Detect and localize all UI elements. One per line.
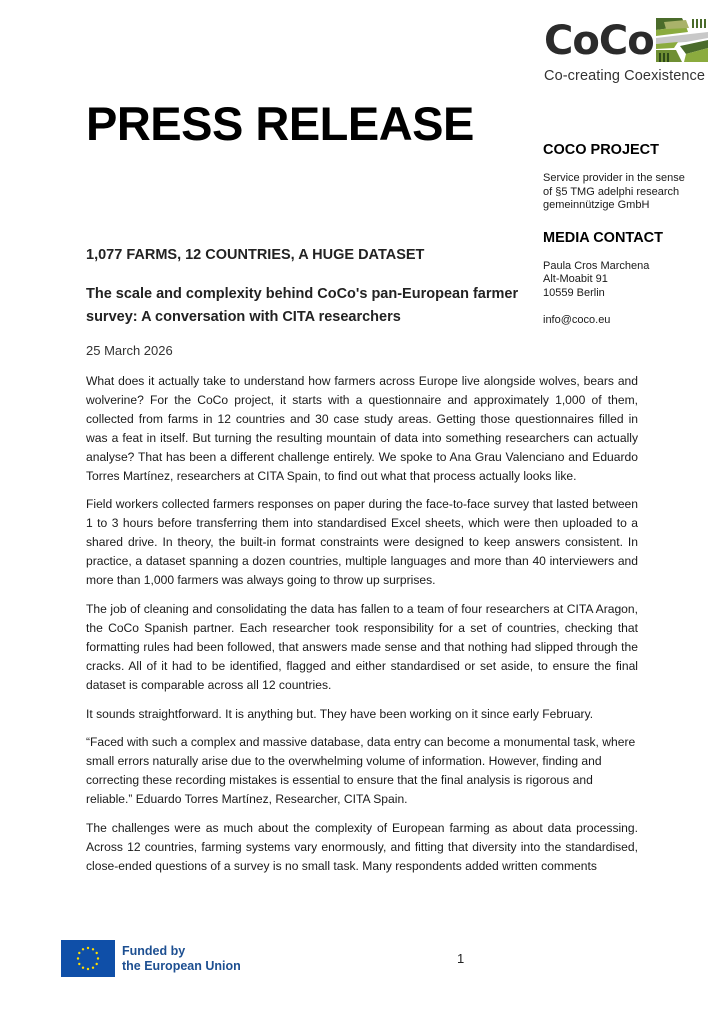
media-contact-heading: MEDIA CONTACT xyxy=(543,229,664,246)
page-title: PRESS RELEASE xyxy=(86,97,474,150)
project-text xyxy=(543,172,718,213)
paragraph: It sounds straightforward. It is anything but. They have been working on it since early February. xyxy=(86,706,594,721)
logo-wordmark: CoCo xyxy=(544,18,654,64)
coco-logo xyxy=(544,14,712,86)
article-body xyxy=(86,372,638,886)
funding-line-2: the European Union xyxy=(122,958,241,973)
landscape-logo-icon xyxy=(656,16,709,64)
funding-line-1: Funded by xyxy=(122,943,186,958)
eu-funding-badge xyxy=(61,940,251,977)
contact-email-link[interactable]: info@coco.eu xyxy=(543,314,611,326)
eu-funding-text xyxy=(122,944,241,974)
project-heading: COCO PROJECT xyxy=(543,142,660,158)
project-text-line: gemeinnützige GmbH xyxy=(543,199,650,211)
paragraph: What does it actually take to understand how farmers across Europe live alongside wolves, bears and wolverine? For the CoCo project, it starts with a questionnaire and approximately 1,000 of them, collected from farms in 12 countries and 30 case study areas. Getting those questionnaires filled in was a feat in itself. But turning the resulting mountain of data into something researchers can actually analyse? That has been a different challenge entirely. We spoke to Ana Grau Valenciano and Eduardo Torres Martínez, researchers at CITA Spain, to find out what that process actually looks like. xyxy=(86,374,638,483)
contact-street: Alt-Moabit 91 xyxy=(543,273,608,285)
contact-name: Paula Cros Marchena xyxy=(543,259,650,272)
paragraph: The job of cleaning and consolidating the data has fallen to a team of four researchers at CITA Aragon, the CoCo Spanish partner. Each researcher took responsibility for a set of countries, checking that formatting rules had been followed, that answers made sense and that nothing had slipped through the cracks. All of it had to be identified, flagged and either standardised or set aside, to ensure the final dataset is comparable across all 12 countries. xyxy=(86,601,638,692)
article-headline: 1,077 FARMS, 12 COUNTRIES, A HUGE DATASET xyxy=(86,247,425,263)
article-date: 25 March 2026 xyxy=(86,343,173,358)
contact-address xyxy=(543,260,718,301)
project-text-line: of §5 TMG adelphi research xyxy=(543,185,680,198)
page-number: 1 xyxy=(457,951,465,966)
paragraph: Field workers collected farmers responses on paper during the face-to-face survey that lasted between 1 to 3 hours before transferring them into standardised Excel sheets, which were then uploaded to a shared drive. In theory, the built-in format constraints were designed to keep answers consistent. In practice, a dataset spanning a dozen countries, multiple languages and more than 40 interviewers and more than 1,000 farmers was always going to throw up surprises. xyxy=(86,497,638,588)
paragraph: The challenges were as much about the complexity of European farming as about data processing. Across 12 countries, farming systems vary enormously, and fitting that diversity into the standardised, close-ended questions of a survey is no small task. Many respondents added written comments xyxy=(86,821,638,873)
contact-city: 10559 Berlin xyxy=(543,286,605,299)
sidebar xyxy=(543,138,718,328)
logo-tagline: Co-creating Coexistence xyxy=(544,68,706,84)
quote-paragraph: “Faced with such a complex and massive database, data entry can become a monumental task, where small errors naturally arise due to the overwhelming volume of information. However, finding and correcting these recording mistakes is essential to ensure that the final analysis is rigorous and reliable.” Eduardo Torres Martínez, Researcher, CITA Spain. xyxy=(86,735,636,807)
project-text-line: Service provider in the sense xyxy=(543,172,685,184)
eu-flag-icon xyxy=(61,940,115,977)
article-subheadline: The scale and complexity behind CoCo's pan-European farmer survey: A conversation with CITA researchers xyxy=(86,286,519,325)
